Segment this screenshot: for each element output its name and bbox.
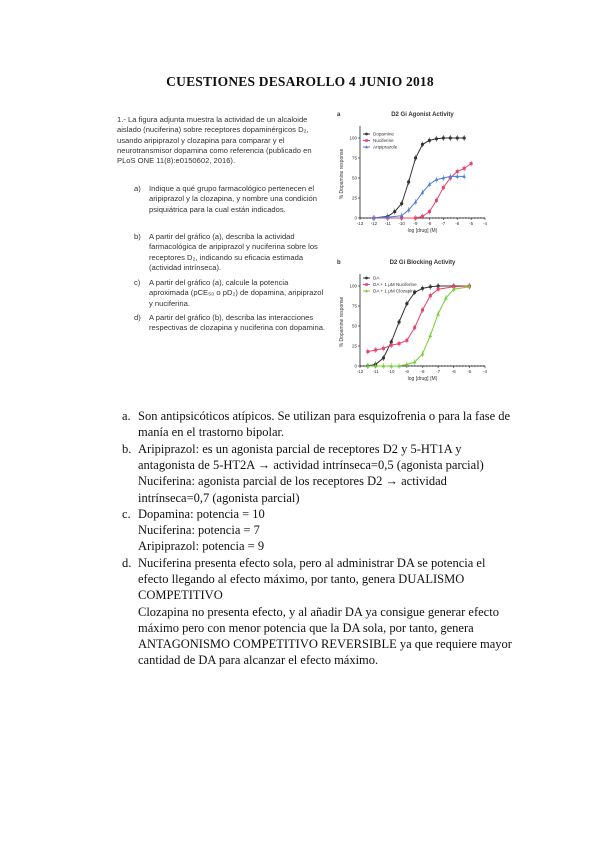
x-tick-label: -13 [356, 221, 364, 226]
data-point [436, 312, 440, 315]
data-point [405, 302, 408, 305]
x-tick-label: -12 [370, 221, 378, 226]
answer-line: Nuciferina: potencia = 7 [138, 523, 260, 538]
question-item-label: d) [134, 313, 141, 322]
answer-line: máximo pero con menor potencia que la DA sola, por tanto, genera [138, 620, 474, 635]
data-point [429, 334, 433, 337]
y-tick-label: 50 [351, 323, 357, 329]
data-point [393, 210, 396, 213]
x-tick-label: -9 [404, 369, 409, 374]
data-point [390, 344, 393, 347]
answer-line: intrínseca=0,7 (agonista parcial) [138, 490, 300, 505]
data-point [442, 136, 445, 139]
data-point [456, 170, 459, 173]
data-point [414, 217, 417, 220]
legend-marker [365, 139, 368, 142]
answer-line: Dopamina: potencia = 10 [138, 507, 265, 521]
x-tick-label: -7 [436, 369, 441, 374]
data-point [421, 215, 424, 218]
x-tick-label: -4 [482, 221, 488, 226]
data-point [470, 162, 473, 165]
y-tick-label: 50 [351, 175, 357, 181]
question-item-text: Indique a qué grupo farmacológico pertenecen el aripiprazol y la clozapina, y nombre una condición psiquiátrica para la cual están indicados. [149, 184, 318, 214]
data-point [382, 347, 385, 350]
x-tick-label: -5 [469, 221, 474, 226]
answer-label: a. [122, 409, 131, 423]
question-item-label: b) [134, 232, 141, 241]
series-line [368, 286, 470, 352]
data-point [456, 136, 459, 139]
answer-line: efecto llegando al efecto máximo, por tanto, genera DUALISMO [138, 572, 465, 587]
chart-title: D2 Gi Blocking Activity [389, 260, 456, 266]
answer-a [122, 408, 518, 440]
answer-line: Nuciferina: agonista parcial de los receptores D2 → actividad [138, 474, 447, 489]
answer-line: Aripiprazol: es un agonista parcial de receptores D2 y 5-HT1A y [138, 442, 462, 456]
x-tick-label: -8 [427, 221, 432, 226]
data-point [400, 202, 403, 205]
answer-line: Son antipsicóticos atípicos. Se utilizan para esquizofrenia o para la fase de [138, 409, 511, 423]
data-point [398, 342, 401, 345]
x-tick-label: -7 [441, 221, 446, 226]
y-tick-label: 25 [351, 195, 357, 201]
x-axis-label: log [drug] (M) [407, 228, 438, 234]
answer-b [122, 441, 518, 506]
data-point [421, 143, 424, 146]
answer-line: Clozapina no presenta efecto, y al añadir DA ya consigue generar efecto [138, 604, 499, 619]
chart-a [335, 108, 495, 248]
answer-line: cantidad de DA para alcanzar el efecto máximo. [138, 653, 379, 668]
data-point [437, 288, 440, 291]
data-point [405, 339, 408, 342]
y-tick-label: 25 [351, 343, 357, 349]
data-point [382, 356, 385, 359]
data-point [449, 136, 452, 139]
answer-line: Aripiprazol: potencia = 9 [138, 539, 265, 554]
legend-marker [365, 283, 368, 286]
answer-d [122, 555, 518, 668]
question-item-label: c) [134, 278, 141, 287]
x-axis-label: log [drug] (M) [407, 376, 438, 382]
question-item [134, 232, 329, 272]
data-point [435, 199, 438, 202]
data-point [428, 139, 431, 142]
x-tick-label: -6 [455, 221, 460, 226]
x-tick-label: -10 [387, 369, 395, 374]
data-point [413, 326, 416, 329]
chart-b [335, 256, 495, 396]
answer-line: ANTAGONISMO COMPETITIVO REVERSIBLE ya que requiere mayor [138, 637, 512, 652]
y-tick-label: 75 [351, 303, 357, 309]
y-tick-label: 75 [351, 155, 357, 161]
data-point [435, 137, 438, 140]
data-point [421, 287, 424, 290]
data-point [463, 167, 466, 170]
legend-entry: Aripiprazole [373, 144, 398, 150]
question-item-label: a) [134, 184, 141, 193]
data-point [397, 320, 400, 323]
data-point [407, 180, 410, 183]
data-point [428, 210, 431, 213]
answer-c [122, 506, 518, 555]
question-intro: 1.- La figura adjunta muestra la actividad de un alcaloide aislado (nuciferina) sobre receptores dopaminérgicos D₂, usando aripiprazol y clozapina para comparar y el neurotransmisor dopamina como referencia (publicado en PLoS ONE 11(8):e0150602, 2016). [117, 115, 312, 166]
series-line [374, 176, 464, 218]
x-tick-label: -10 [398, 221, 405, 226]
data-point [429, 294, 432, 297]
x-tick-label: -11 [372, 369, 379, 374]
data-point [421, 352, 425, 355]
x-tick-label: -6 [451, 369, 456, 374]
x-tick-label: -11 [384, 221, 391, 226]
x-tick-label: -9 [413, 221, 418, 226]
series-line [368, 287, 470, 366]
question-item [134, 278, 329, 310]
legend-entry: Nuciferine [373, 138, 394, 144]
answer-line: COMPETITIVO [138, 588, 223, 603]
data-point [421, 309, 424, 312]
question-item-text: A partir del gráfico (a), describa la actividad farmacológica de aripiprazol y nuciferina sobre los receptores D₂, indicando su eficacia estimada (actividad intrínseca). [149, 232, 318, 272]
answer-label: d. [122, 556, 132, 570]
answer-line: manía en el trastorno bipolar. [138, 425, 285, 440]
answer-label: c. [122, 507, 131, 521]
panel-label: b [337, 260, 341, 266]
answer-line: Nuciferina presenta efecto sola, pero al administrar DA se potencia el [138, 556, 486, 570]
legend-entry: Dopamine [373, 131, 394, 137]
x-tick-label: -5 [467, 369, 472, 374]
data-point [442, 186, 445, 189]
x-tick-label: -12 [356, 369, 364, 374]
data-point [463, 136, 466, 139]
x-tick-label: -4 [482, 369, 488, 374]
y-axis-label: % Dopamine response [339, 296, 345, 348]
data-point [429, 285, 432, 288]
chart-title: D2 Gi Agonist Activity [391, 112, 454, 118]
panel-label: a [337, 112, 341, 118]
legend-marker [365, 277, 368, 280]
data-point [414, 156, 417, 159]
page-title: CUESTIONES DESAROLLO 4 JUNIO 2018 [166, 74, 434, 89]
legend-marker [365, 133, 368, 136]
y-tick-label: 100 [349, 135, 357, 141]
series-line [368, 286, 470, 366]
answer-line: antagonista de 5-HT2A → actividad intrínseca=0,5 (agonista parcial) [138, 458, 484, 473]
question-item [134, 313, 329, 345]
legend-entry: DA + 1 μM Nuciferine [373, 282, 417, 288]
question-item [134, 184, 329, 224]
y-tick-label: 0 [354, 215, 357, 221]
question-item-text: A partir del gráfico (b), describa las interacciones respectivas de clozapina y nuciferina con dopamina. [149, 313, 326, 333]
y-tick-label: 100 [349, 283, 357, 289]
y-axis-label: % Dopamine response [339, 148, 345, 200]
data-point [366, 350, 369, 353]
question-item-text: A partir del gráfico (a), calcule la potencia aproximada (pCE₅₀ o pD₂) de dopamina, aripiprazol y nuciferina. [149, 278, 324, 308]
legend-entry: DA [373, 275, 380, 281]
y-tick-label: 0 [354, 363, 357, 369]
data-point [374, 349, 377, 352]
x-tick-label: -8 [420, 369, 425, 374]
legend-entry: DA + 1 μM Clozapine [373, 288, 417, 294]
answer-label: b. [122, 442, 132, 456]
